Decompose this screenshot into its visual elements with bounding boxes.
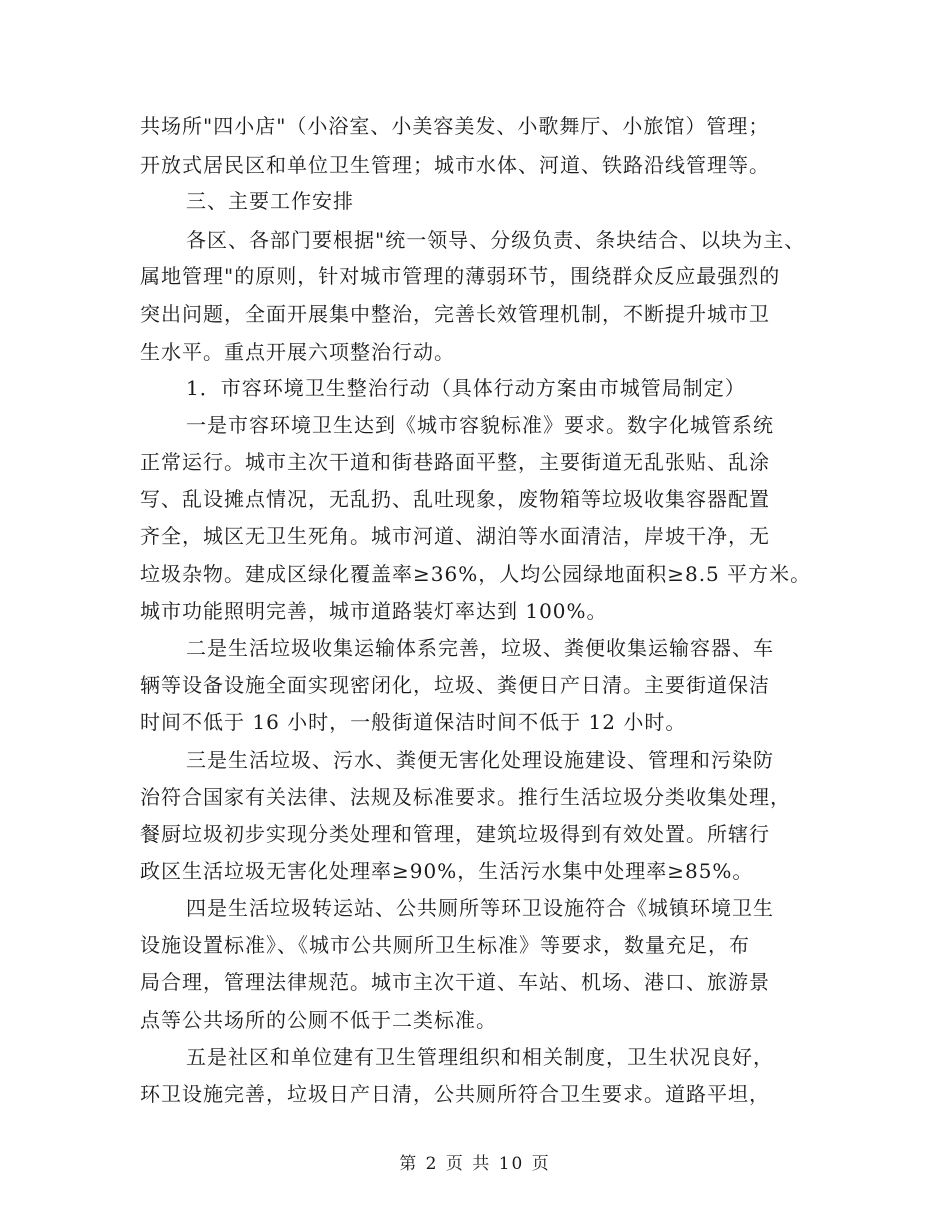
text-line: 辆等设备设施全面实现密闭化，垃圾、粪便日产日清。主要街道保洁	[140, 673, 770, 697]
text-line: 餐厨垃圾初步实现分类处理和管理，建筑垃圾得到有效处置。所辖行	[140, 822, 770, 846]
text-line: 局合理，管理法律规范。城市主次干道、车站、机场、港口、旅游景	[140, 970, 770, 994]
text-line: 生水平。重点开展六项整治行动。	[140, 340, 455, 364]
text-line: 写、乱设摊点情况，无乱扔、乱吐现象，废物箱等垃圾收集容器配置	[140, 487, 770, 511]
text-line: 一是市容环境卫生达到《城市容貌标准》要求。数字化城管系统	[186, 413, 774, 437]
text-line: 四是生活垃圾转运站、公共厕所等环卫设施符合《城镇环境卫生	[186, 896, 774, 920]
text-line: 三是生活垃圾、污水、粪便无害化处理设施建设、管理和污染防	[186, 748, 774, 772]
text-line: 城市功能照明完善，城市道路装灯率达到 100%。	[140, 599, 608, 623]
text-line: 时间不低于 16 小时，一般街道保洁时间不低于 12 小时。	[140, 710, 687, 734]
text-line: 开放式居民区和单位卫生管理；城市水体、河道、铁路沿线管理等。	[140, 153, 770, 177]
text-line: 环卫设施完善，垃圾日产日清，公共厕所符合卫生要求。道路平坦，	[140, 1082, 770, 1106]
text-line: 五是社区和单位建有卫生管理组织和相关制度，卫生状况良好，	[186, 1045, 774, 1069]
text-line: 治符合国家有关法律、法规及标准要求。推行生活垃圾分类收集处理，	[140, 785, 791, 809]
section-heading: 三、主要工作安排	[186, 189, 354, 213]
subsection-heading: 1．市容环境卫生整治行动（具体行动方案由市城管局制定）	[186, 376, 746, 400]
text-line: 各区、各部门要根据"统一领导、分级负责、条块结合、以块为主、	[186, 228, 806, 252]
text-line: 政区生活垃圾无害化处理率≥90%，生活污水集中处理率≥85%。	[140, 859, 754, 883]
text-line: 设施设置标准》、《城市公共厕所卫生标准》等要求，数量充足，布	[140, 933, 750, 957]
page-number-footer: 第 2 页 共 10 页	[399, 1154, 551, 1174]
text-line: 突出问题，全面开展集中整治，完善长效管理机制，不断提升城市卫	[140, 302, 770, 326]
text-line: 共场所"四小店"（小浴室、小美容美发、小歌舞厅、小旅馆）管理；	[140, 114, 770, 138]
text-line: 属地管理"的原则，针对城市管理的薄弱环节，围绕群众反应最强烈的	[140, 264, 781, 288]
text-line: 齐全，城区无卫生死角。城市河道、湖泊等水面清洁，岸坡干净，无	[140, 524, 770, 548]
text-line: 正常运行。城市主次干道和街巷路面平整，主要街道无乱张贴、乱涂	[140, 450, 770, 474]
text-line: 点等公共场所的公厕不低于二类标准。	[140, 1008, 497, 1032]
text-line: 垃圾杂物。建成区绿化覆盖率≥36%，人均公园绿地面积≥8.5 平方米。	[140, 562, 812, 586]
text-line: 二是生活垃圾收集运输体系完善，垃圾、粪便收集运输容器、车	[186, 636, 774, 660]
